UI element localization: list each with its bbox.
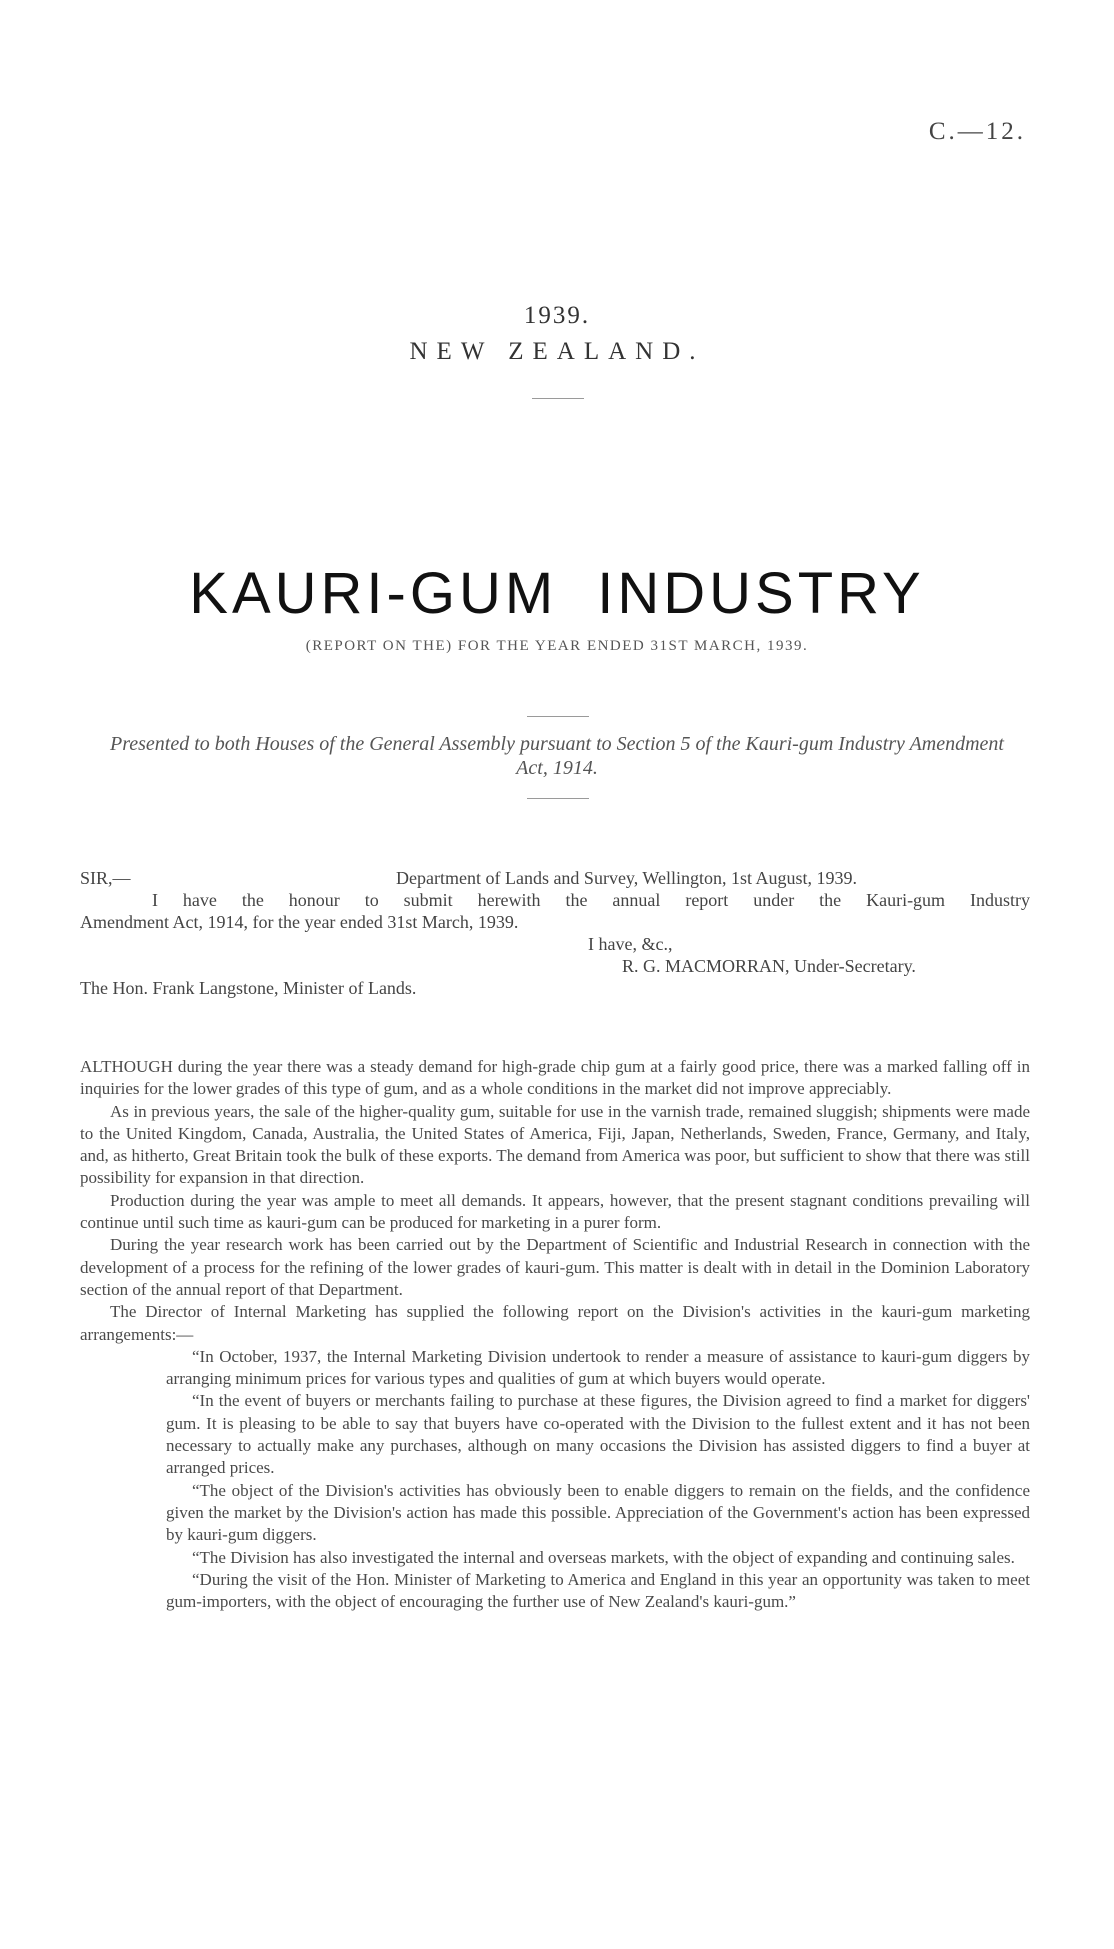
divider bbox=[527, 798, 589, 799]
document-reference: C.—12. bbox=[928, 118, 1026, 145]
letter-body-line: I have the honour to submit herewith the annual report under the Kauri-gum Industry bbox=[152, 890, 1030, 910]
letter-place-date: Department of Lands and Survey, Wellington, 1st August, 1939. bbox=[396, 868, 857, 888]
paragraph bbox=[80, 1056, 1030, 1101]
presentation-note: Presented to both Houses of the General Assembly pursuant to Section 5 of the Kauri-gum Industry Amendment Act, 1914. bbox=[110, 733, 1004, 779]
paragraph: As in previous years, the sale of the higher-quality gum, suitable for use in the varnish trade, remained sluggish; shipments were made to the United Kingdom, Canada, Australia, the United States of America, Fiji, Japan, Netherlands, Sweden, France, Germany, and Italy, and, as hitherto, Great Britain took the bulk of these exports. The demand from America was poor, but sufficient to show that there was still possibility for expansion in that direction. bbox=[80, 1101, 1030, 1188]
paragraph-text: during the year there was a steady demand for high-grade chip gum at a fairly good price, there was a marked falling off in inquiries for the lower grades of this type of gum, and as a whole conditions in the market did not improve appreciably. bbox=[80, 1057, 1030, 1099]
quoted-paragraph: “During the visit of the Hon. Minister of Marketing to America and England in this year an opportunity was taken to meet gum-importers, with the object of encouraging the further use of New Zealand's kauri-gum.” bbox=[166, 1569, 1030, 1612]
quoted-paragraph: “The Division has also investigated the internal and overseas markets, with the object of expanding and continuing sales. bbox=[192, 1547, 1015, 1567]
quoted-paragraph: “In October, 1937, the Internal Marketing Division undertook to render a measure of assistance to kauri-gum diggers by arranging minimum prices for various types and qualities of gum at which buyers would operate. bbox=[166, 1346, 1030, 1389]
report-body bbox=[80, 1056, 1030, 1613]
letter-signature: R. G. MACMORRAN, Under-Secretary. bbox=[622, 956, 916, 976]
letter-closing: I have, &c., bbox=[588, 934, 673, 954]
letter-addressee: The Hon. Frank Langstone, Minister of Lands. bbox=[80, 978, 417, 998]
quoted-paragraph: “The object of the Division's activities has obviously been to enable diggers to remain on the fields, and the confidence given the market by the Division's action has made this possible. Appreciation of the Government's action has been expressed by kauri-gum diggers. bbox=[166, 1480, 1030, 1545]
paragraph: The Director of Internal Marketing has supplied the following report on the Division's activities in the kauri-gum marketing arrangements:— bbox=[80, 1302, 1030, 1344]
letter-salutation: SIR,— bbox=[80, 868, 131, 888]
report-subtitle: (REPORT ON THE) FOR THE YEAR ENDED 31ST MARCH, 1939. bbox=[305, 638, 809, 654]
country-heading: NEW ZEALAND. bbox=[409, 338, 705, 365]
report-title: KAURI-GUM INDUSTRY bbox=[189, 561, 925, 626]
divider bbox=[532, 398, 584, 399]
letter-body-line: Amendment Act, 1914, for the year ended 31st March, 1939. bbox=[80, 912, 519, 932]
quoted-paragraph: “In the event of buyers or merchants failing to purchase at these figures, the Division agreed to find a market for diggers' gum. It is pleasing to be able to say that buyers have co-operated with the Division to the fullest extent and it has not been necessary to actually make any purchases, although on many occasions the Division has assisted diggers to find a buyer at arranged prices. bbox=[166, 1391, 1030, 1478]
paragraph: Production during the year was ample to meet all demands. It appears, however, that the present stagnant conditions prevailing will continue until such time as kauri-gum can be produced for marketing in a purer form. bbox=[80, 1190, 1030, 1233]
divider bbox=[527, 716, 589, 717]
year: 1939. bbox=[523, 302, 591, 329]
paragraph: During the year research work has been carried out by the Department of Scientific and Industrial Research in connection with the development of a process for the refining of the lower grades of kauri-gum. This matter is dealt with in detail in the Dominion Laboratory section of the annual report of that Department. bbox=[80, 1235, 1030, 1299]
paragraph-lead: ALTHOUGH bbox=[80, 1057, 173, 1076]
